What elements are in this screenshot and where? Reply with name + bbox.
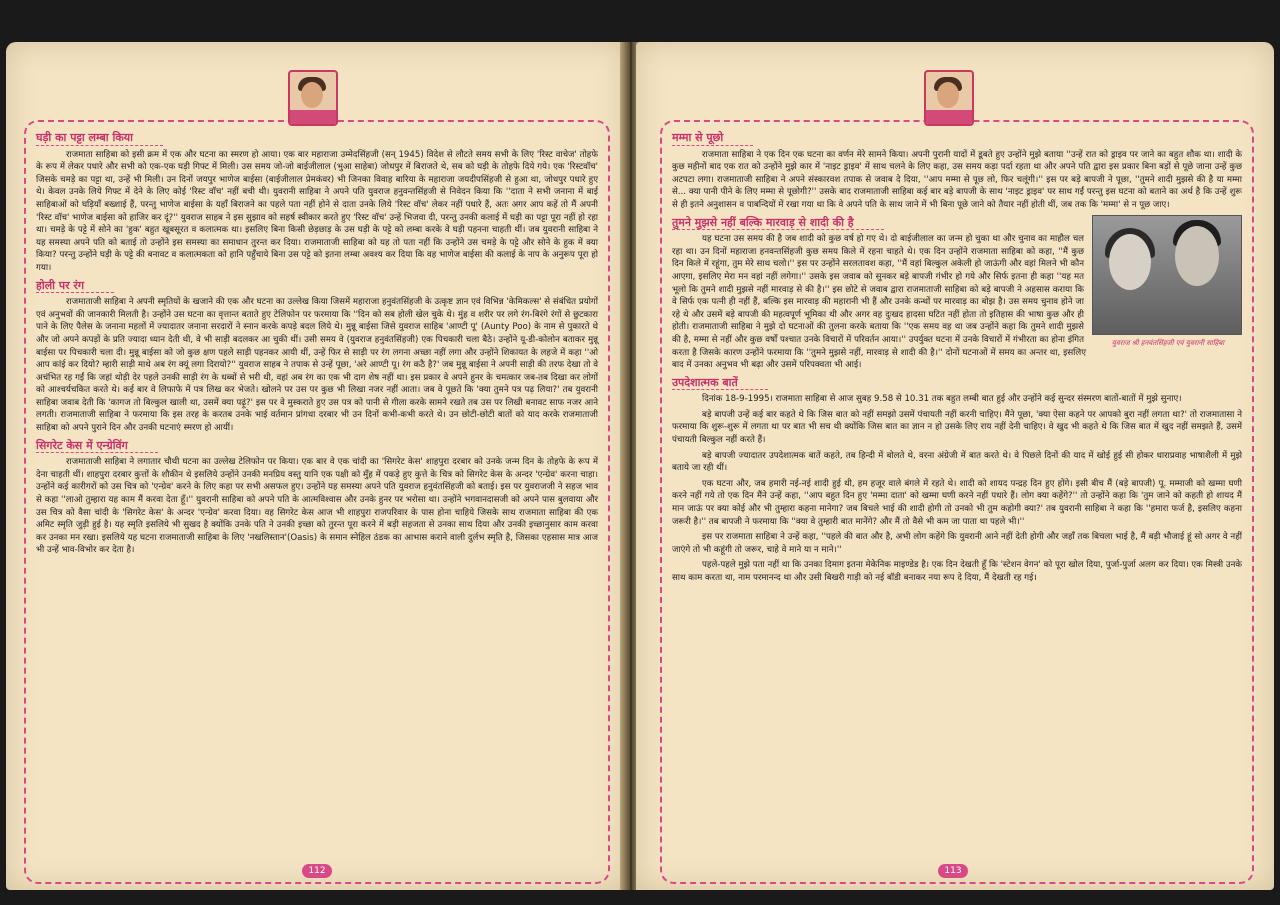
section-paragraph: राजमाता साहिबा को इसी क्रम में एक और घटना का स्मरण हो आया। एक बार महाराजा उम्मेदसिंहजी (सन् 1945) विदेश से लौटते समय सभी के लिए 'रिस्ट वाचेज' तोहफे के रूप में लेकर पधारे और सभी को एक-एक घड़ी गिफ्ट में मिली। उस समय जो-जो बाईजीलाल (भुआ साहेबा) जोधपुर में बिराजते थे, सब को घड़ी के तोहफे दिये गये। एक 'रिस्टवॉच' जिसके चमड़े का पट्टा था, उन्हें भी मिली। उन दिनों जयपुर भाणेज बाईसा (बाईजीलाल प्रेमकंवर) भी जिनका विवाह बारिया के महाराजा जयदीपसिंहजी से हुआ था, जोधपुर पधारे हुए थे। केवल उनके लिये गिफ्ट में देने के लिए कोई 'रिस्ट वॉच' नहीं बची थी। युवरानी साहिबा ने अपने पति युवराज हनुवन्तसिंहजी से निवेदन किया कि ''दाता ने सभी जनाना में बाई साहिबाओं को घड़ियाँ बख्शाई हैं, परन्तु भाणेज बाईसा के यहाँ बिराजने का पहले पता नहीं होने से दाता उनके लिये 'रिस्ट वॉच' लेकर नहीं पधारे हैं, अतः अगर आप कहें तो मैं अपनी 'रिस्ट वॉच' भाणेज बाईसा को हाजिर कर दूं?'' युवराज साहब ने इस सुझाव को सहर्ष स्वीकार करते हुए 'रिस्ट वॉच' उन्हें भिजवा दी, परन्तु उनकी कलाई में घड़ी का पट्टा पूरा नहीं हो रहा था। चमड़े के पट्टे में सोने का 'हुक' बहुत खूबसूरत व कलात्मक था। इसलिए बिना किसी छेड़छाड़ के उस घड़ी के पट्टे को लम्बा करके वे घड़ी पहनना चाहती थीं। जब युवरानी साहिबा ने यह समस्या अपने पति को बताई तो उन्होंने इस समस्या का समाधान तुरन्त कर दिया। राजमाताजी साहिबा को यह तो पता नहीं कि उन्होंने उस चमड़े के पट्टे और सोने के हुक में क्या किया? परन्तु उन्होंने घड़ी के पट्टे की बनावट व कलात्मकता को हानि पहुँचाये बिना उस पट्टे को इतना लम्बा अवश्य कर दिया कि वह भाणेज बाईसा की कलाई के नाप के अनुरूप पूरा हो गया। [36, 149, 598, 273]
page-number: 112 [302, 864, 332, 878]
section-paragraph: बड़े बापजी उन्हें कई बार कहते थे कि जिस बात को नहीं समझो उसमें पंचायती नहीं करनी चाहिए। मैंने पूछा, 'क्या ऐसा कहने पर आपको बुरा नहीं लगता था?' तो राजमातासा ने फरमाया कि शुरू-शुरू में लगता था पर बात भी सच थी क्योंकि जिस बात का ज्ञान न हो उसके लिए राय नहीं देनी चाहिए। वे खुद भी कहते थे कि जिस बात में खुद नहीं समझते हैं, उसमें पंचायती बिल्कुल नहीं करते हैं। [672, 409, 1242, 446]
section-heading: घड़ी का पट्टा लम्बा किया [36, 132, 163, 146]
section-heading: तुमने मुझसे नहीं बल्कि मारवाड़ से शादी की है [672, 217, 884, 231]
section-paragraph: राजमाताजी साहिबा ने अपनी स्मृतियों के खजाने की एक और घटना का उल्लेख किया जिसमें महाराजा हनुवंतसिंहजी के उत्कृष्ट ज्ञान एवं विभिन्न 'केमिकल्स' से संबंधित प्रयोगों एवं अनुभवों की जानकारी मिलती है। उन्होंने उस घटना का वृत्तान्त बताते हुए टेलिफोन पर फरमाया कि ''दिन को सब होली खेल चुके थे। मुंह व शरीर पर लगे रंग-बिरंगे रंगों से छुटकारा पाने के लिए पैलेस के जनाना महलों में ज्यादातर जनाना सरदारों ने स्नान करके कपड़े बदल लिये थे। मुन्नू बाईसा जिसे युवराज साहिब 'आण्टी पू' (Aunty Poo) के नाम से पुकारते थे और जो अपने कपड़ों के प्रति ज्यादा ध्यान देती थी, वे भी साड़ी बदलकर आ चुकी थीं। उसी समय वे (युवराज हनुवंतसिंहजी) एक पिचकारी चला बैठे। उन्होंने यू-डी-कोलोन बताकर मुन्नू बाईसा पर पिचकारी चला दी। मुन्नू बाईसा को जो कुछ क्षण पहले साड़ी पहनकर आयी थीं, उन्हें फिर से साड़ी पर रंग लगना अच्छा नहीं लगा और उन्होंने शिकायत के लहजे में कहा ''ओ आप कांई कर दियो? म्हारी साड़ी माथे अब रंग क्यूं लगा दिरायो?'' युवराज साहब ने तपाक से उन्हें पूछा, 'अरे आण्टी पू। रंग कठै है?' जब मुन्नू बाईसा ने अपनी साड़ी की तरफ देखा तो वे अचंभित रह गईं कि जहां थोड़ी देर पहले उनकी साड़ी रंग के धब्बों से भरी थी, वहां अब रंग का एक भी दाग शेष नहीं था। इस प्रकार वे अपने हुनर के चमत्कार जब-तब दिखा कर लोगों को आश्चर्यचकित करते थे। कई बार वे लिफाफे में पत्र लिख कर भेजते। खोलने पर उस पर कुछ भी लिखा नजर नहीं आता। जब वे पूछते कि 'क्या तुमने पत्र पढ़ लिया?' तब युवरानी साहिबा जवाब देती कि 'कागज तो बिल्कुल खाली था, उसमें क्या पढ़ूं?' इस पर वे मुस्कराते हुए उस पत्र को पानी से गीला करके सामने रखते तब उस पर लिखी बनावट साफ नजर आने लगती। राजमाताजी साहिबा ने फरमाया कि इस तरह के करतब उनके भाई वर्तमान प्रांगधा दरबार भी उन दिनों कभी-कभी करते थे। उन छोटी-छोटी बातों को याद करके राजमाताजी साहिबा को अपने पुराने दिन और उनकी घटनाएं स्मरण हो आयीं। [36, 297, 598, 434]
section-paragraph: पहले-पहले मुझे पता नहीं था कि उनका दिमाग इतना मेकेनिक माइण्डेड है। एक दिन देखती हूँ कि 'स्टेशन वेगन' को पूरा खोल दिया, पुर्जा-पुर्जा अलग कर दिया। एक मिस्त्री उनके साथ काम करता था, नाम परमानन्द था और उसी बिखरी गाड़ी को नई बॉडी बनाकर नया रूप दे दिया, मैं देखती रह गई। [672, 560, 1242, 583]
section-heading: मम्मा से पूछो [672, 132, 753, 146]
right-page-content [672, 130, 1242, 588]
rajmata-portrait-icon [924, 70, 974, 126]
rajmata-portrait-icon [288, 70, 338, 126]
left-page [6, 42, 626, 890]
section-paragraph: राजमाता साहिबा ने एक दिन एक घटना का वर्णन मेरे सामने किया। अपनी पुरानी यादों में डूबते हुए उन्होंने मुझे बताया ''उन्हें रात को ड्राइव पर जाने का बहुत शौक था। शादी के कुछ महीनों बाद एक रात को उन्होंने मुझे कार में 'नाइट ड्राइव' में साथ चलने के लिए कहा, उस समय कड़ा पर्दा रहता था और अपने पति द्वारा इस प्रकार बिना बड़ों से पूछे जाना उन्हें कुछ अटपटा लगा। राजमाताजी साहिबा ने अपने संस्कारवश तपाक से जवाब दे दिया, ''आप मम्मा से पूछ लो, फिर चलूंगी।'' इस पर बड़े बापजी ने पूछा, ''तुमने शादी मुझसे की है या मम्मा से... क्या पानी पीने के लिए मम्मा से पूछोगी?'' उसके बाद राजमाताजी साहिबा कई बार बड़े बापजी के साथ 'नाइट ड्राइव' पर साथ गईं परन्तु इस घटना को बताने का अर्थ है कि उन्हें शुरू से ही इतने अनुशासन व पाबन्दियों में रखा गया था कि वे अपने पति के साथ जाने में भी बिना पूछे जाने को तैयार नहीं होती थीं, जब तक कि 'मम्मा' से न पूछ जाए। [672, 149, 1242, 210]
page-number: 113 [938, 864, 968, 878]
couple-photo [1092, 215, 1242, 335]
left-page-content [36, 130, 598, 560]
section-paragraph: बड़े बापजी ज्यादातर उपदेशात्मक बातें कहते, तब हिन्दी में बोलते थे, वरना अंग्रेजी में बात करते थे। वे पिछले दिनों की याद में खोई हुई सी होकर धाराप्रवाह भाषाशैली में मुझे बताये जा रही थीं। [672, 450, 1242, 474]
photo-caption: युवराज श्री हनवंतसिंहजी एवं युवरानी साहिबा [1111, 338, 1225, 347]
section-paragraph: एक घटना और, जब हमारी नई-नई शादी हुई थी, हम हजूर वाले बंगले में रहते थे। शादी को शायद पन्द्रह दिन हुए होंगे। इसी बीच मैं (बड़े बापजी) पू. मम्माजी को खम्मा घणी करने नहीं गये तो एक दिन मैंने उन्हें कहा, ''आप बहुत दिन हुए 'मम्मा दाता' को खम्मा घणी करने नहीं पधारे हैं। लोग क्या कहेंगे?'' तो उन्होंने कहा कि 'तुम जाने को कहती हो शायद मैं मान जाऊं पर क्या कोई और भी तुम्हारा कहना मानेगा? जब बिचले भाई की शादी होगी तो उनको भी तुम कहोगी क्या?' तब युवरानी साहिबा ने कहा कि ''हमारा फर्ज है, इसलिए कहना जरूरी है।'' तब बापजी ने फरमाया कि ''क्या वे तुम्हारी बात मानेंगे? और मैं तो वैसे भी कम जा पाता था पहले भी।'' [672, 478, 1242, 527]
section-paragraph: राजमाताजी साहिबा ने लगातार चौथी घटना का उल्लेख टेलिफोन पर किया। एक बार वे एक चांदी का 'सिगरेट केस' शाहपुरा दरबार को उनके जन्म दिन के तोहफे के रूप में देना चाहती थीं। शाहपुरा दरबार कुत्तों के शौकीन थे इसलिये उन्होंने उनकी मनप्रिय वस्तु यानि एक पक्षी को मुँह में पकड़े हुए कुत्ते के चित्र को सिगरेट केस के अन्दर 'एन्ग्रेव' करना चाहा। उन्होंने कई कारीगरों को उस चित्र को 'एन्ग्रेव' करने के लिए कहा पर सभी असफल हुए। उन्होंने यह समस्या अपने पति युवराज हनुवंतसिंहजी को बताई। इस पर युवराजजी ने सहज भाव से कहा ''लाओ तुम्हारा यह काम मैं करवा देता हूँ।'' युवरानी साहिबा को अपने पति के आत्मविश्वास और उनके हुनर पर भरोसा था। उन्होंने भगवानदासजी को अपने पास बुलवाया और उस चित्र को वैसा चांदी के 'सिगरेट केस' के अन्दर 'एन्ग्रेव' करवा दिया। वह सिगरेट केस आज भी शाहपुरा राजपरिवार के पास होना चाहिये जिसके साथ राजमाता साहिबा की एक अमिट स्मृति जुड़ी हुई है। यह स्मृति इसलिये भी सुखद है क्योंकि उनके पति ने उनकी इच्छा को तुरन्त पूरा करने में बड़ी सहजता से उनका साथ दिया और उनकी इच्छानुसार काम करवा कर उनका मन रखा। इसलिये यह घटना राजमाताजी साहिबा के लिए 'नखलिस्तान'(Oasis) के समान स्नेहिल ठंडक का आभास कराने वाली दुर्लभ स्मृति है, जिसका एहसास मात्र आज भी उन्हें भाव-विभोर कर देता है। [36, 457, 598, 556]
section-paragraph: इस पर राजमाता साहिबा ने उन्हें कहा, ''पहले की बात और है, अभी लोग कहेंगे कि युवरानी आने नहीं देती होगी और जहाँ तक बिचला भाई है, मैं बड़ी भौजाई हूं सो अगर वे नहीं जाएंगे तो भी कहूंगी तो जरूर, चाहे वे माने या न माने।'' [672, 532, 1242, 555]
section-heading: होली पर रंग [36, 280, 114, 294]
section-paragraph: यह घटना उस समय की है जब शादी को कुछ वर्ष हो गए थे। दो बाईजीलाल का जन्म हो चुका था और चुनाव का माहौल चल रहा था। उन दिनों महाराजा हनवन्तसिंहजी कुछ समय किले में रहना चाहते थे। एक दिन उन्होंने राजमाता साहिबा को कहा, ''मैं कुछ दिन किले में रहूंगा, तुम मेरे साथ चलो।'' इस पर उन्होंने सरलतावश कहा, ''मैं वहां बिल्कुल अकेली हो जाऊंगी और वहां मिलने भी कौन आएगा, इसलिए मेरा मन वहां नहीं लगेगा।'' उसके इस जवाब को सुनकर बड़े बापजी गंभीर हो गये और सिर्फ इतना ही कहा ''यह मत भूलो कि तुमने शादी मुझसे नहीं मारवाड़ से की है।'' इस छोटे से जवाब द्वारा राजमाताजी साहिबा को बड़े बापजी ने अहसास कराया कि वे सिर्फ एक पत्नी ही नहीं हैं, बल्कि इस मारवाड़ की महारानी भी हैं और उनके कन्धों पर मारवाड़ का बोझ है। उस समय चुनाव होने जा रहे थे और उसमें बड़े बापजी की महत्वपूर्ण भूमिका थी और अगर वह दुःखद हादसा घटित नहीं होता तो इतिहास की भाषा कुछ और ही होती। राजमाताजी साहिबा ने मुझे दो घटनाओं की तुलना करके बताया कि ''एक समय वह था जब उन्होंने कहा कि तुमने शादी मुझसे की है, मम्मा से नहीं और कुछ वर्षों पश्चात उनके विचारों में परिवर्तन आया।'' उपर्युक्त घटना में उनके विचारों में गंभीरता का होना इंगित करता है जिसके कारण उन्होंने फरमाया कि ''तुमने मुझसे नहीं, मारवाड़ से शादी की है।'' दोनों घटनाओं में समय का अन्तर था, इसलिए बाद में उनका अनुभव भी बढ़ा और उसमें परिपक्वता भी आई। [672, 234, 1086, 371]
section-heading: उपदेशात्मक बातें [672, 377, 768, 391]
section-heading: सिगरेट केस में एन्ग्रेविंग [36, 440, 158, 454]
section-paragraph: दिनांक 18-9-1995। राजमाता साहिबा से आज सुबह 9.58 से 10.31 तक बहुत लम्बी बात हुई और उन्होंने कई सुन्दर संस्मरण बातों-बातों में मुझे सुनाए। [702, 394, 1182, 405]
right-page [636, 42, 1274, 890]
